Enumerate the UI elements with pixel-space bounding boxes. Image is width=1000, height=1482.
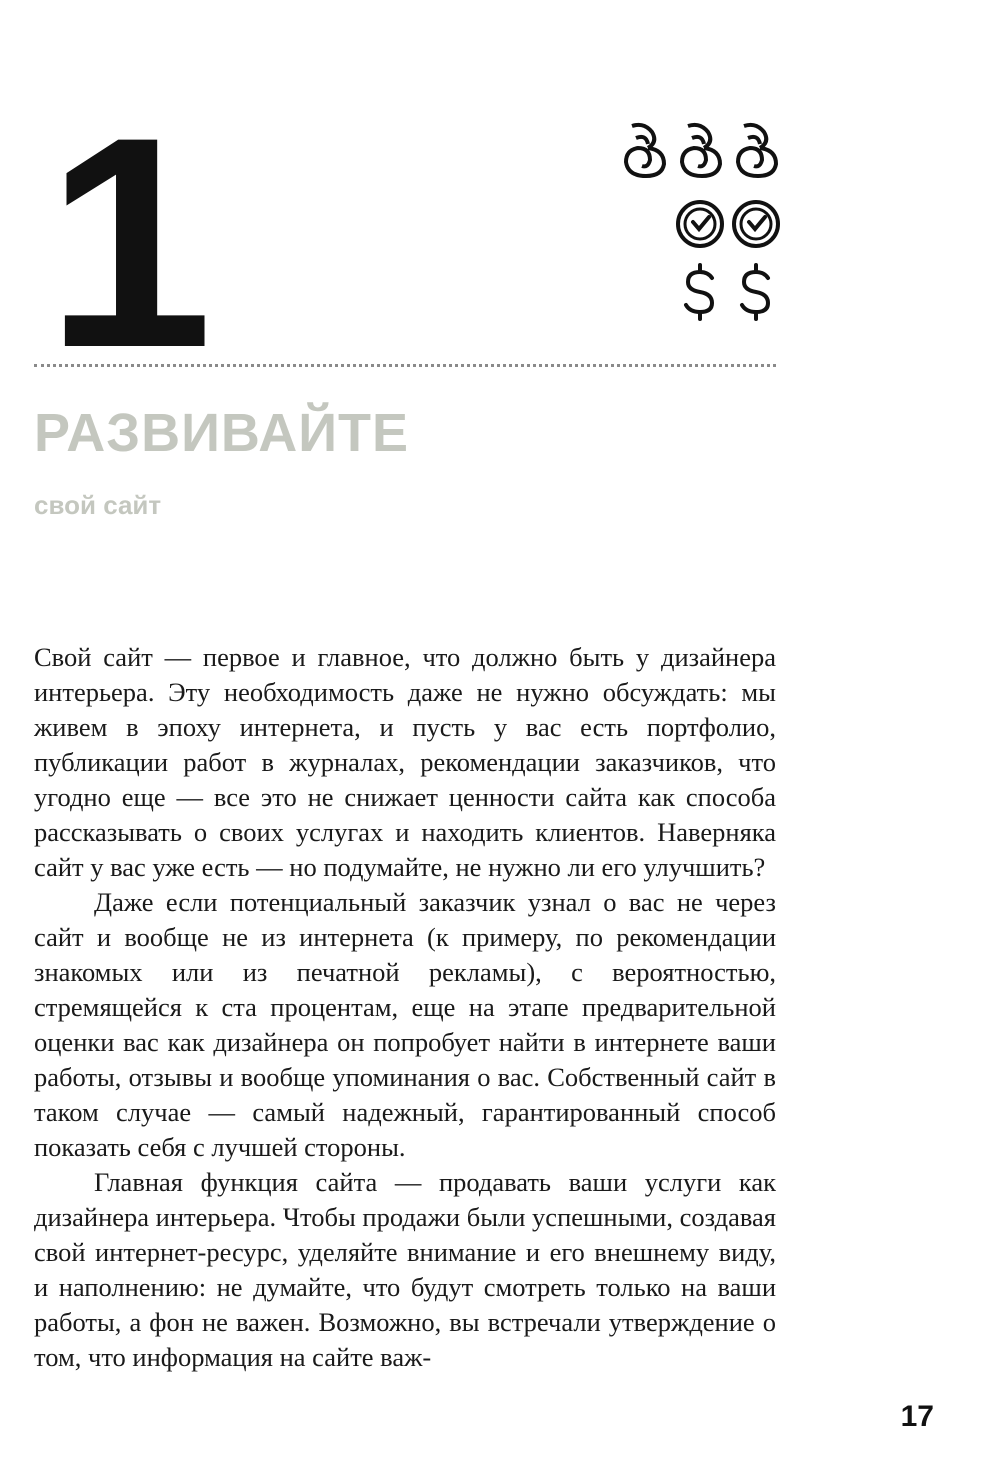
dollar-icon bbox=[730, 262, 782, 322]
chapter-number: 1 bbox=[46, 74, 209, 410]
complexity-rating bbox=[618, 120, 782, 180]
paragraph: Свой сайт — первое и главное, что должно быть у дизайнера интерьера. Эту необходимость даже не нужно обсуждать: мы живем в эпоху интернета, и пусть у вас есть портфолио, публикации работ в журналах, рекомендации заказчиков, что угодно еще — все это не снижает ценности сайта как способа рассказывать о своих услугах и находить клиентов. Наверняка сайт у вас уже есть — но подумайте, не нужно ли его улучшить? bbox=[34, 642, 776, 882]
cost-rating bbox=[674, 262, 782, 322]
chapter-subtitle: свой сайт bbox=[34, 490, 162, 520]
clock-icon bbox=[730, 198, 782, 250]
difficulty-rating bbox=[622, 120, 782, 330]
dotted-divider bbox=[34, 364, 776, 367]
body-text bbox=[34, 640, 776, 1375]
paragraph: Даже если потенциальный заказчик узнал о вас не через сайт и вообще не из интернета (к примеру, по рекомендации знакомых или из печатной рекламы), с вероятностью, стремящейся к ста процентам, еще на этапе предварительной оценки вас как дизайнера он попробует найти в интернете ваши работы, отзывы и вообще упоминания о вас. Собственный сайт в таком случае — самый надежный, гарантированный способ показать себя с лучшей стороны. bbox=[34, 887, 776, 1162]
spiral-knot-icon bbox=[730, 120, 782, 180]
spiral-knot-icon bbox=[674, 120, 726, 180]
chapter-title: РАЗВИВАЙТЕ bbox=[34, 403, 410, 463]
page-number: 17 bbox=[900, 1400, 934, 1433]
dollar-icon bbox=[674, 262, 726, 322]
time-rating bbox=[674, 198, 782, 250]
spiral-knot-icon bbox=[618, 120, 670, 180]
paragraph: Главная функция сайта — продавать ваши услуги как дизайнера интерьера. Чтобы продажи были успешными, создавая свой интернет-ресурс, уделяйте внимание и его внешнему виду, и наполнению: не думайте, что будут смотреть только на ваши работы, а фон не важен. Возможно, вы встречали утверждение о том, что информация на сайте важ- bbox=[34, 1167, 776, 1372]
clock-icon bbox=[674, 198, 726, 250]
